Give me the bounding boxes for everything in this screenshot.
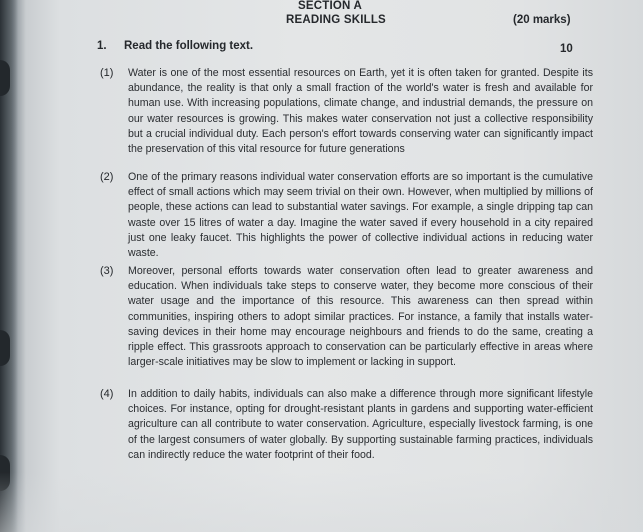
paragraph-number: (3) <box>100 265 114 277</box>
paragraph-number: (2) <box>100 171 114 183</box>
paragraph-number: (4) <box>100 388 114 400</box>
section-marks: (20 marks) <box>513 14 571 26</box>
paragraph-text: Moreover, personal efforts towards water conservation often lead to greater awareness and education. When individuals take steps to conserve water, they become more conscious of their water usage and the importance of this resource. This awareness can then spread within communities, inspiring others to adopt similar practices. For instance, a family that installs water-saving devices in their home may encourage neighbours and friends to do the same, creating a ripple effect. This grassroots approach to conservation can be particularly effective in areas where larger-scale initiatives may be slow to implement or lacking in support. <box>128 265 593 369</box>
paragraph-text: In addition to daily habits, individuals can also make a difference through more significant lifestyle choices. For instance, opting for drought-resistant plants in gardens and supporting water-efficient agriculture can all contribute to water conservation. Agriculture, especially livestock farming, is one of the largest consumers of water globally. By supporting sustainable farming practices, individuals can indirectly reduce the water footprint of their food. <box>128 388 593 461</box>
question-marks: 10 <box>560 43 573 55</box>
paragraph-number: (1) <box>100 67 114 79</box>
question-instruction: Read the following text. <box>124 40 254 52</box>
section-heading: SECTION A <box>298 0 362 12</box>
question-number: 1. <box>97 40 107 52</box>
section-subheading: READING SKILLS <box>286 14 386 26</box>
paper-shadow <box>0 472 643 532</box>
paragraph-text: One of the primary reasons individual water conservation efforts are so important is the cumulative effect of small actions which may seem trivial on their own. However, when multiplied by millions of people, these actions can lead to substantial water savings. For example, a single dripping tap can waste over 15 litres of water a day. Imagine the water saved if every household in a city repaired just one leaky faucet. This highlights the power of collective individual actions in reducing water waste. <box>128 171 593 260</box>
punch-hole <box>0 60 10 96</box>
paragraph-text: Water is one of the most essential resources on Earth, yet it is often taken for granted. Despite its abundance, the reality is that only a small fraction of the world's water is fresh and available for human use. With increasing populations, climate change, and industrial demands, the pressure on our water resources is growing. This makes water conservation not just a collective responsibility but a crucial individual duty. Each person's effort towards conserving water can significantly impact the preservation of this vital resource for future generations <box>128 67 593 156</box>
punch-hole <box>0 330 10 366</box>
section-header <box>0 0 643 30</box>
